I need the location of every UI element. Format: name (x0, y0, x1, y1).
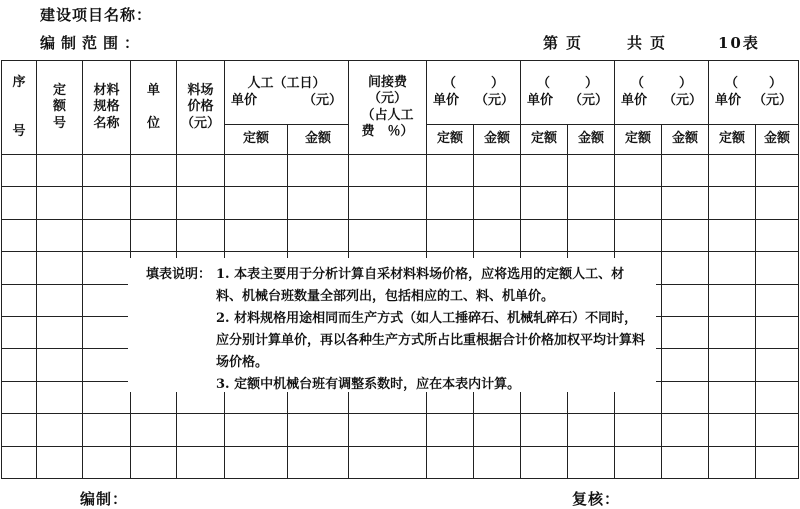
table-cell[interactable] (427, 187, 474, 219)
table-cell[interactable] (2, 155, 37, 187)
col-site-price-header: 料场 价格 （元） (177, 61, 225, 155)
table-cell[interactable] (474, 414, 521, 446)
col-seq-header: 序 号 (2, 61, 37, 155)
table-cell[interactable] (177, 414, 225, 446)
table-cell[interactable] (225, 219, 288, 251)
table-cell[interactable] (83, 252, 131, 284)
table-cell[interactable] (756, 187, 799, 219)
reviewer-label: 复核： (572, 490, 621, 508)
table-row (2, 414, 799, 446)
table-cell[interactable] (568, 155, 615, 187)
table-cell[interactable] (709, 284, 756, 316)
table-cell[interactable] (615, 446, 662, 478)
table-cell[interactable] (37, 155, 83, 187)
table-cell[interactable] (756, 316, 799, 348)
table-cell[interactable] (662, 187, 709, 219)
table-cell[interactable] (756, 381, 799, 413)
table-cell[interactable] (756, 349, 799, 381)
table-row (2, 187, 799, 219)
table-cell[interactable] (349, 155, 427, 187)
table-cell[interactable] (427, 446, 474, 478)
table-cell[interactable] (349, 187, 427, 219)
labor-quota-header: 定额 (225, 125, 288, 155)
table-cell[interactable] (756, 446, 799, 478)
table-cell[interactable] (568, 414, 615, 446)
table-row (2, 219, 799, 251)
table-cell[interactable] (756, 414, 799, 446)
instruction-2: 2. 材料规格用途相同而生产方式（如人工捶碎石、机械轧碎石）不同时，应分别计算单价，再以各种生产方式所占比重根据合计价格加权平均计算料场价格。 (216, 311, 646, 370)
table-cell[interactable] (2, 316, 37, 348)
table-cell[interactable] (177, 155, 225, 187)
table-cell[interactable] (225, 414, 288, 446)
fill-instructions (128, 258, 656, 392)
table-cell[interactable] (662, 155, 709, 187)
table-cell[interactable] (756, 252, 799, 284)
table-cell[interactable] (709, 252, 756, 284)
table-cell[interactable] (615, 414, 662, 446)
table-cell[interactable] (225, 187, 288, 219)
table-cell[interactable] (474, 187, 521, 219)
table-cell[interactable] (131, 155, 177, 187)
instruction-1: 1. 本表主要用于分析计算自采材料料场价格，应将选用的定额人工、材料、机械台班数量全部列出，包括相应的工、料、机单价。 (216, 267, 625, 304)
col-unit-header: 单 位 (131, 61, 177, 155)
table-cell[interactable] (37, 381, 83, 413)
col-group-3-header: （ ） 单价 （元） (615, 61, 709, 125)
table-cell[interactable] (2, 349, 37, 381)
table-cell[interactable] (474, 446, 521, 478)
table-cell[interactable] (474, 219, 521, 251)
table-cell[interactable] (662, 381, 709, 413)
instructions-lead: 填表说明： (146, 267, 212, 282)
table-cell[interactable] (37, 284, 83, 316)
table-cell[interactable] (521, 446, 568, 478)
col-quota-no-header: 定 额 号 (37, 61, 83, 155)
scope-label: 编制范围： (40, 34, 146, 52)
table-cell[interactable] (37, 219, 83, 251)
table-cell[interactable] (709, 349, 756, 381)
project-name-label: 建设项目名称： (40, 6, 153, 24)
table-cell[interactable] (37, 316, 83, 348)
group-4-amount-header: 金额 (756, 125, 799, 155)
table-cell[interactable] (756, 155, 799, 187)
col-group-1-header: （ ） 单价 （元） (427, 61, 521, 125)
table-cell[interactable] (225, 446, 288, 478)
table-cell[interactable] (37, 446, 83, 478)
table-cell[interactable] (709, 316, 756, 348)
table-cell[interactable] (662, 219, 709, 251)
table-cell[interactable] (615, 155, 662, 187)
page-number-label: 第页 (543, 34, 590, 52)
instruction-3: 3. 定额中机械台班有调整系数时，应在本表内计算。 (216, 377, 521, 392)
table-cell[interactable] (349, 446, 427, 478)
table-cell[interactable] (709, 381, 756, 413)
table-cell[interactable] (2, 446, 37, 478)
table-cell[interactable] (474, 155, 521, 187)
table-cell[interactable] (709, 414, 756, 446)
table-cell[interactable] (288, 155, 349, 187)
table-cell[interactable] (662, 284, 709, 316)
table-cell[interactable] (709, 219, 756, 251)
table-cell[interactable] (131, 414, 177, 446)
group-1-quota-header: 定额 (427, 125, 474, 155)
table-cell[interactable] (756, 219, 799, 251)
table-cell[interactable] (177, 446, 225, 478)
table-cell[interactable] (709, 155, 756, 187)
table-cell[interactable] (288, 414, 349, 446)
group-2-quota-header: 定额 (521, 125, 568, 155)
table-row (2, 446, 799, 478)
table-cell[interactable] (83, 316, 131, 348)
compiler-label: 编制： (80, 490, 129, 508)
table-cell[interactable] (2, 187, 37, 219)
table-cell[interactable] (709, 446, 756, 478)
table-cell[interactable] (521, 187, 568, 219)
table-cell[interactable] (288, 446, 349, 478)
group-3-quota-header: 定额 (615, 125, 662, 155)
table-cell[interactable] (615, 219, 662, 251)
table-cell[interactable] (83, 284, 131, 316)
table-cell[interactable] (177, 187, 225, 219)
table-cell[interactable] (521, 414, 568, 446)
table-cell[interactable] (568, 187, 615, 219)
table-cell[interactable] (131, 219, 177, 251)
table-cell[interactable] (131, 446, 177, 478)
col-group-2-header: （ ） 单价 （元） (521, 61, 615, 125)
col-group-4-header: （ ） 单价 （元） (709, 61, 799, 125)
table-cell[interactable] (37, 252, 83, 284)
table-cell[interactable] (83, 381, 131, 413)
table-cell[interactable] (521, 155, 568, 187)
col-indirect-header: 间接费 （元） （占人工 费 ％） (349, 61, 427, 155)
table-cell[interactable] (288, 187, 349, 219)
table-row (2, 155, 799, 187)
form-number: 10表 (718, 34, 760, 52)
table-cell[interactable] (83, 155, 131, 187)
table-cell[interactable] (83, 446, 131, 478)
table-cell[interactable] (83, 219, 131, 251)
table-cell[interactable] (349, 219, 427, 251)
table-cell[interactable] (662, 446, 709, 478)
table-cell[interactable] (225, 155, 288, 187)
table-cell[interactable] (756, 284, 799, 316)
table-cell[interactable] (662, 349, 709, 381)
table-cell[interactable] (177, 219, 225, 251)
table-cell[interactable] (131, 187, 177, 219)
table-cell[interactable] (521, 219, 568, 251)
table-cell[interactable] (662, 414, 709, 446)
group-4-quota-header: 定额 (709, 125, 756, 155)
table-cell[interactable] (2, 414, 37, 446)
table-cell[interactable] (83, 414, 131, 446)
table-cell[interactable] (288, 219, 349, 251)
table-cell[interactable] (709, 187, 756, 219)
table-cell[interactable] (37, 414, 83, 446)
group-1-amount-header: 金额 (474, 125, 521, 155)
table-cell[interactable] (2, 284, 37, 316)
table-cell[interactable] (568, 219, 615, 251)
table-cell[interactable] (2, 219, 37, 251)
group-3-amount-header: 金额 (662, 125, 709, 155)
table-cell[interactable] (662, 252, 709, 284)
table-cell[interactable] (427, 219, 474, 251)
table-cell[interactable] (427, 414, 474, 446)
col-material-name-header: 材料 规格 名称 (83, 61, 131, 155)
table-cell[interactable] (427, 155, 474, 187)
table-cell[interactable] (2, 381, 37, 413)
table-cell[interactable] (2, 252, 37, 284)
labor-amount-header: 金额 (288, 125, 349, 155)
table-cell[interactable] (568, 446, 615, 478)
col-labor-header: 人工（工日） 单价 （元） (225, 61, 349, 125)
table-cell[interactable] (662, 316, 709, 348)
table-cell[interactable] (349, 414, 427, 446)
table-cell[interactable] (83, 349, 131, 381)
table-cell[interactable] (37, 187, 83, 219)
total-pages-label: 共页 (627, 34, 674, 52)
group-2-amount-header: 金额 (568, 125, 615, 155)
table-cell[interactable] (615, 187, 662, 219)
table-cell[interactable] (83, 187, 131, 219)
table-cell[interactable] (37, 349, 83, 381)
